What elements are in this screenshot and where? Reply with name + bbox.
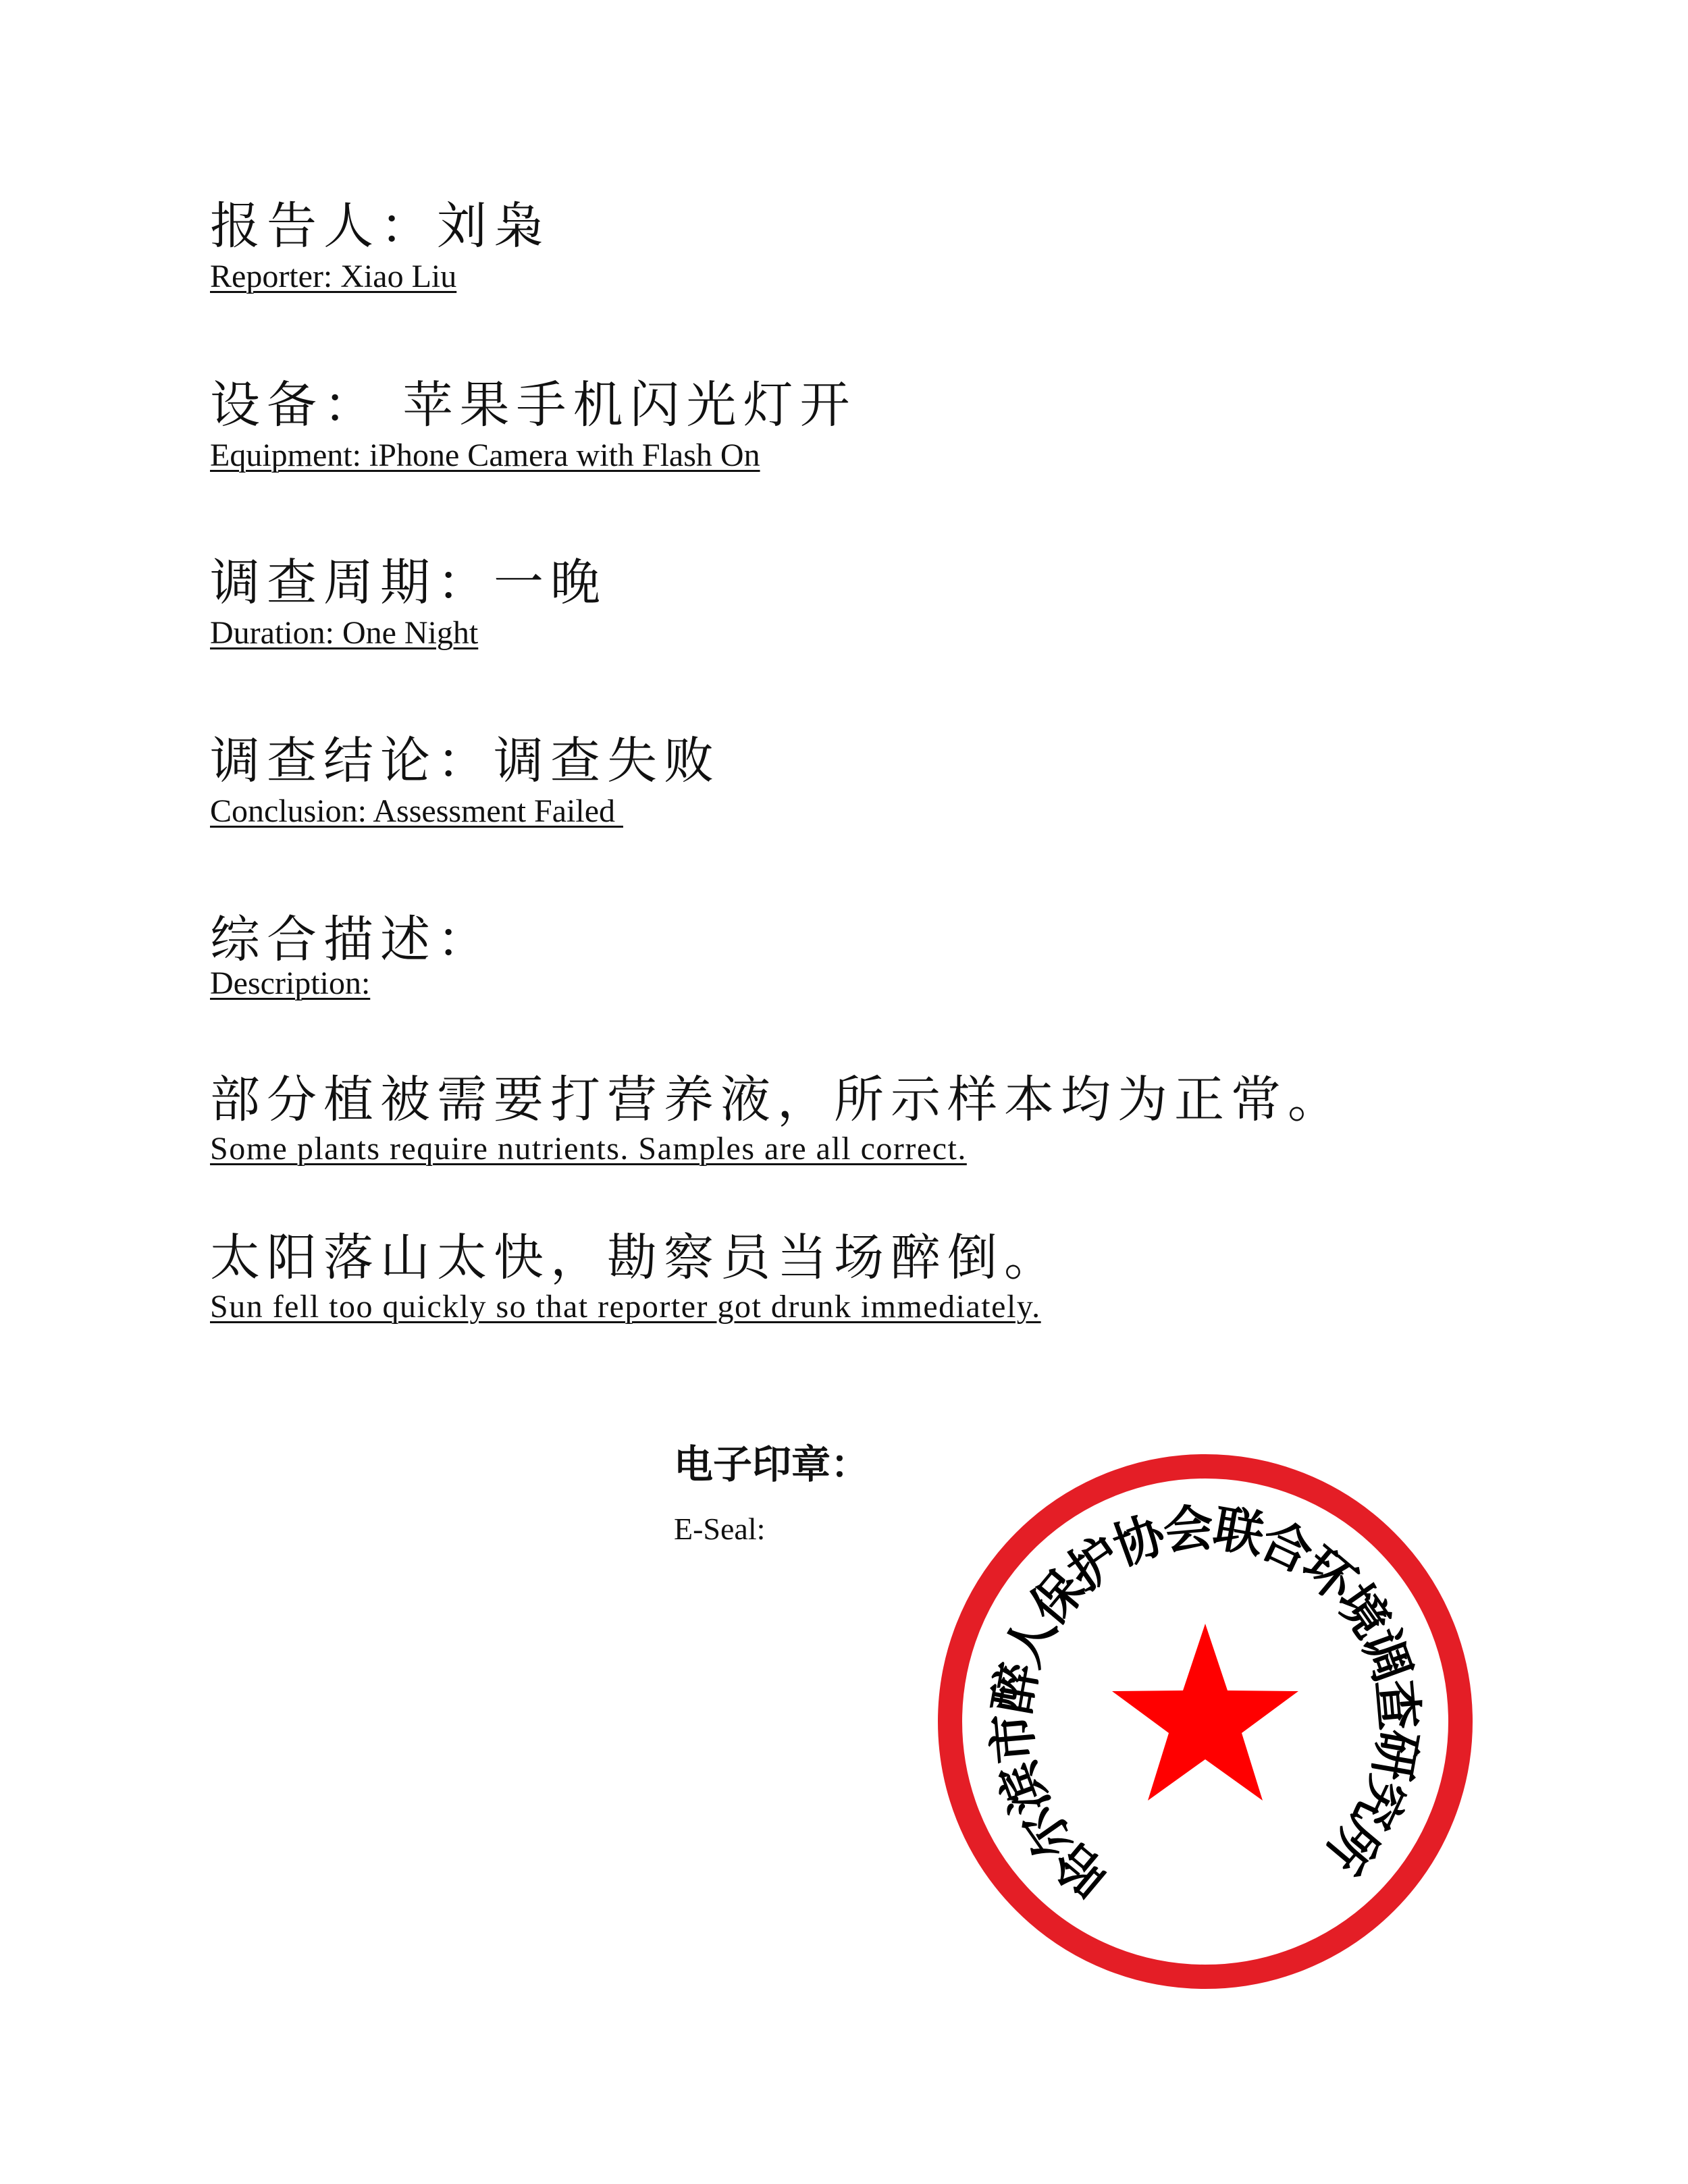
seal-ring-char: 护: [1057, 1526, 1132, 1602]
e-seal-stamp: [928, 1445, 1482, 1998]
seal-ring-char: 联: [1209, 1499, 1269, 1566]
description-line-1-en: Some plants require nutrients. Samples are all correct.: [210, 1131, 967, 1167]
seal-ring-char: 市: [982, 1711, 1045, 1766]
seal-ring-char: 人: [994, 1605, 1068, 1676]
seal-ring-char: 调: [1350, 1622, 1422, 1689]
reporter-label-en: Reporter: Xiao Liu: [210, 259, 457, 294]
e-seal-graphic: [928, 1445, 1482, 1998]
seal-ring-char: 境: [1325, 1574, 1401, 1649]
seal-ring-char: 滨: [988, 1754, 1061, 1821]
seal-ring-char: 究: [1342, 1767, 1417, 1838]
description-label-en: Description:: [210, 965, 371, 1001]
description-line-2-zh: 太阳落山太快，勘察员当场醉倒。: [210, 1229, 1061, 1287]
seal-ring-char: 醉: [982, 1658, 1049, 1718]
e-seal-label-zh: 电子印章：: [674, 1441, 870, 1487]
seal-ring-char: 查: [1365, 1677, 1428, 1732]
conclusion-label-en: Conclusion: Assessment Failed: [210, 793, 623, 829]
equipment-label-zh: 设备： 苹果手机闪光灯开: [210, 376, 857, 434]
duration-field: [210, 554, 607, 651]
seal-ring-char: 所: [1314, 1807, 1392, 1884]
reporter-label-zh: 报告人：刘枭: [210, 197, 550, 255]
description-heading: [210, 911, 494, 1001]
description-label-zh: 综合描述：: [210, 911, 494, 969]
description-line-2-en: Sun fell too quickly so that reporter got drunk immediately.: [210, 1289, 1041, 1325]
conclusion-label-zh: 调查结论：调查失败: [210, 732, 720, 790]
seal-ring-char: 尔: [1009, 1794, 1086, 1869]
reporter-field: [210, 197, 550, 294]
equipment-field: [210, 376, 857, 473]
duration-label-en: Duration: One Night: [210, 615, 479, 651]
description-line-1-zh: 部分植被需要打营养液，所示样本均为正常。: [210, 1071, 1344, 1129]
equipment-label-en: Equipment: iPhone Camera with Flash On: [210, 437, 760, 473]
seal-ring-char: 哈: [1043, 1830, 1119, 1908]
conclusion-field: [210, 732, 720, 829]
star-icon: [1112, 1624, 1298, 1801]
seal-ring-char: 环: [1291, 1535, 1367, 1613]
seal-ring-char: 保: [1019, 1560, 1097, 1636]
e-seal-label-en: E-Seal:: [674, 1512, 766, 1546]
description-line-2: [210, 1229, 1061, 1325]
seal-ring-char: 合: [1251, 1510, 1322, 1584]
seal-ring-char: 研: [1361, 1725, 1428, 1785]
description-line-1: [210, 1071, 1344, 1167]
duration-label-zh: 调查周期：一晚: [210, 554, 607, 612]
seal-ring-char: 会: [1161, 1499, 1216, 1562]
seal-ring-char: 协: [1106, 1505, 1173, 1577]
